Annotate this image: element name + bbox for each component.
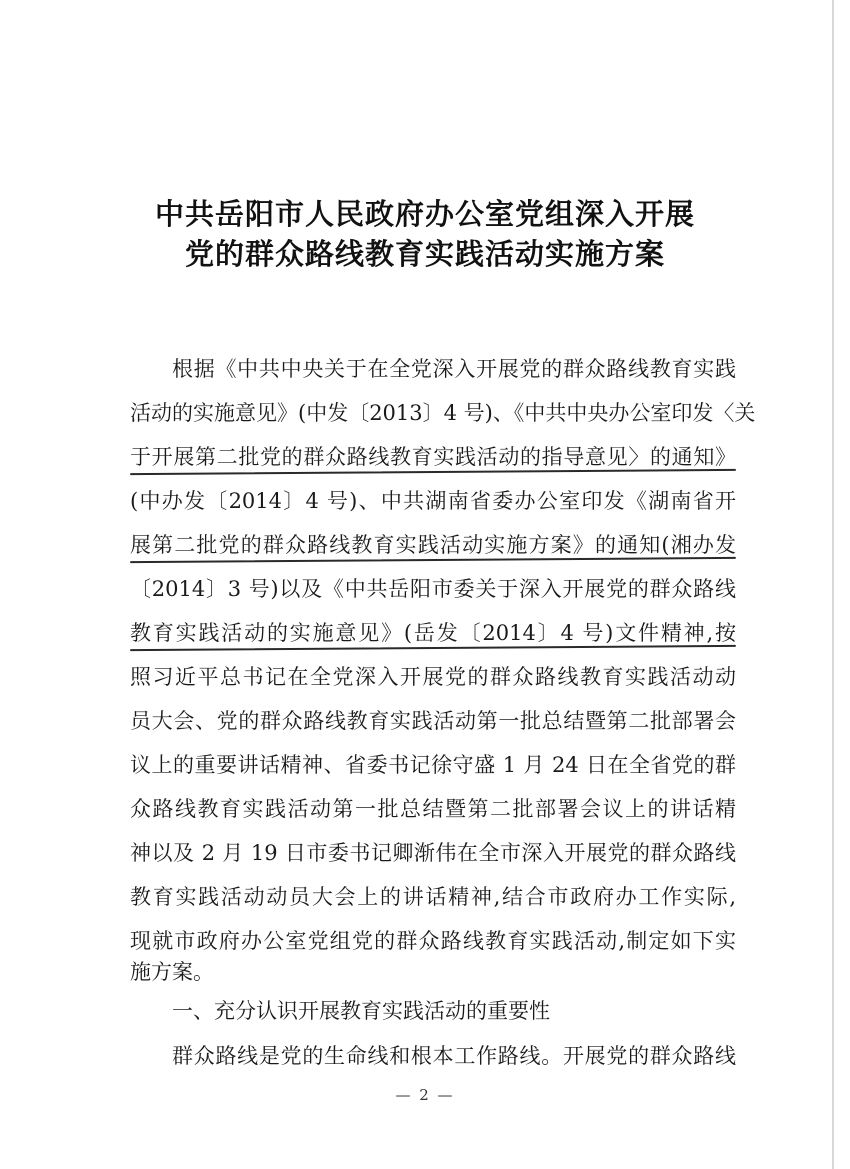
paragraph-line: 众路线教育实践活动第一批总结暨第二批部署会议上的讲话精 [130,797,736,821]
paragraph-line: 员大会、党的群众路线教育实践活动第一批总结暨第二批部署会 [130,709,736,733]
paragraph-line: 教育实践活动动员大会上的讲话精神,结合市政府办工作实际, [130,885,736,909]
paragraph-line: 照习近平总书记在全党深入开展党的群众路线教育实践活动动 [130,665,736,689]
section-heading: 一、充分认识开展教育实践活动的重要性 [172,999,550,1023]
paragraph-2-line: 群众路线是党的生命线和根本工作路线。开展党的群众路线 [172,1044,736,1068]
paragraph-line: 〔2014〕3 号)以及《中共岳阳市委关于深入开展党的群众路线 [130,577,736,601]
document-title-line-1: 中共岳阳市人民政府办公室党组深入开展 [154,197,695,231]
paragraph-line: 现就市政府办公室党组党的群众路线教育实践活动,制定如下实 [130,929,736,953]
paragraph-line-underlined [130,615,736,651]
paragraph-line: 施方案。 [130,960,214,984]
paragraph-line: 议上的重要讲话精神、省委书记徐守盛 1 月 24 日在全省党的群 [130,753,736,777]
handwritten-underline: 于开展第二批党的群众路线教育实践活动的指导意见〉的通知》 [130,445,736,469]
paragraph-line: 活动的实施意见》(中发〔2013〕4 号)、《中共中央办公室印发〈关 [130,401,756,425]
handwritten-underline: 教育实践活动的实施意见》(岳发〔2014〕4 号)文件精神,按 [130,621,736,645]
paragraph-line-underlined [130,439,736,475]
page-number: — 2 — [395,1086,455,1104]
paragraph-line: 根据《中共中央关于在全党深入开展党的群众路线教育实践 [172,357,736,381]
paragraph-line: (中办发〔2014〕4 号)、中共湖南省委办公室印发《湖南省开 [130,489,736,513]
scan-edge-line [832,0,834,1169]
paragraph-line: 神以及 2 月 19 日市委书记卿渐伟在全市深入开展党的群众路线 [130,841,736,865]
handwritten-underline: 展第二批党的群众路线教育实践活动实施方案》的通知(湘办发 [130,533,736,557]
paragraph-line-underlined [130,527,736,563]
document-title-line-2: 党的群众路线教育实践活动实施方案 [184,237,665,271]
